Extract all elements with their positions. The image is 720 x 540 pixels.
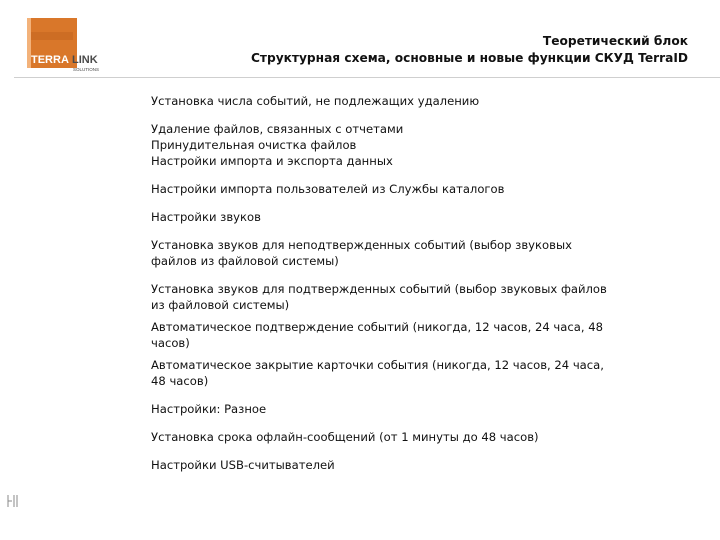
header-divider (14, 77, 720, 78)
settings-group (151, 181, 621, 197)
list-item: Настройки звуков (151, 210, 261, 224)
settings-group (151, 457, 621, 473)
settings-group (151, 93, 621, 109)
header-title: Теоретический блок (542, 34, 688, 48)
logo-shade (31, 32, 73, 40)
header-subtitle: Структурная схема, основные и новые функции СКУД TerraID (250, 51, 688, 65)
settings-group (151, 281, 621, 313)
list-item: Автоматическое закрытие карточки события (никогда, 12 часов, 24 часа, 48 часов) (151, 358, 604, 388)
logo-text-terra: TERRA (31, 54, 69, 66)
settings-group (151, 429, 621, 445)
settings-group (151, 121, 621, 169)
list-item: Установка звуков для неподтвержденных событий (выбор звуковых файлов из файловой системы) (151, 238, 572, 268)
terralink-logo (27, 18, 111, 72)
logo-text-solutions: SOLUTIONS (73, 67, 100, 72)
slide-marker (6, 493, 20, 507)
settings-group (151, 237, 621, 269)
list-item: Принудительная очистка файлов (151, 138, 357, 152)
list-item: Установка звуков для подтвержденных событий (выбор звуковых файлов из файловой системы) (151, 282, 607, 312)
page-header (251, 33, 688, 67)
list-item: Настройки импорта и экспорта данных (151, 154, 393, 168)
list-item: Настройки: Разное (151, 402, 267, 416)
logo-graphic (27, 18, 111, 72)
list-item: Автоматическое подтверждение событий (никогда, 12 часов, 24 часа, 48 часов) (151, 320, 603, 350)
list-item: Настройки импорта пользователей из Службы каталогов (151, 182, 505, 196)
settings-group (151, 401, 621, 417)
list-item: Установка срока офлайн-сообщений (от 1 минуты до 48 часов) (151, 430, 539, 444)
settings-list (151, 93, 621, 485)
settings-group (151, 209, 621, 225)
logo-text-link: LINK (72, 54, 98, 66)
settings-group (151, 357, 621, 389)
list-item: Установка числа событий, не подлежащих удалению (151, 94, 480, 108)
list-item: Удаление файлов, связанных с отчетами (151, 122, 404, 136)
settings-group (151, 319, 621, 351)
list-item: Настройки USB-считывателей (151, 458, 335, 472)
marker-icon (6, 494, 20, 508)
